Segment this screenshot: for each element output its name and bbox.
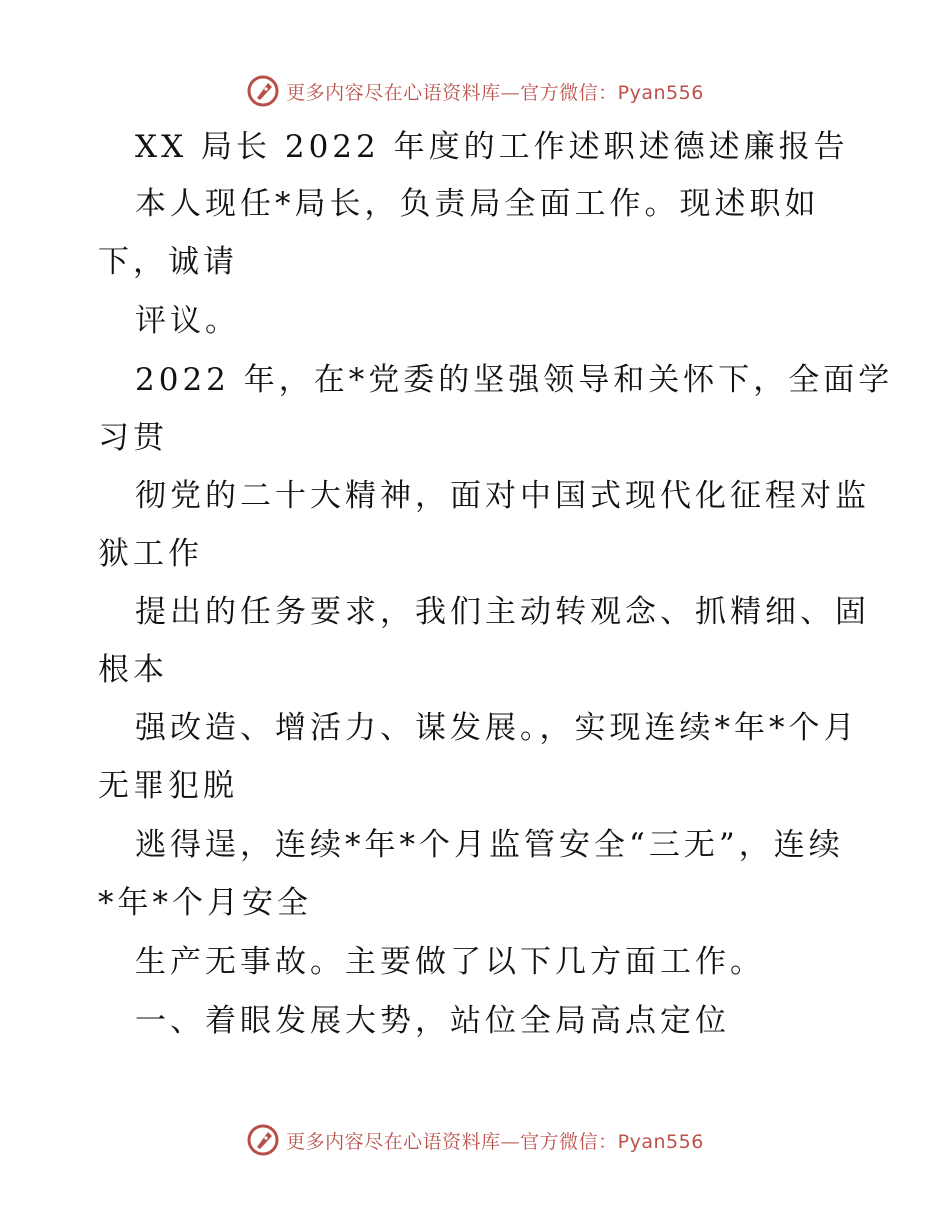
watermark-wechat-text: 官方微信：Pyan556 (520, 81, 704, 104)
section-heading: 一、着眼发展大势，站位全局高点定位 (135, 1003, 730, 1039)
watermark-separator: — (500, 1130, 521, 1153)
paragraph-line: 习贯 (98, 420, 168, 456)
paragraph-line: 无罪犯脱 (98, 768, 238, 804)
paragraph-line: 2022 年，在*党委的坚强领导和关怀下，全面学 (135, 362, 894, 398)
paragraph-line: 提出的任务要求，我们主动转观念、抓精细、固 (135, 594, 870, 630)
paragraph-line: 狱工作 (98, 536, 203, 572)
paragraph-line: 评议。 (135, 303, 240, 339)
pen-nib-logo-icon (246, 74, 280, 108)
paragraph-line: 下，诚请 (98, 244, 238, 280)
paragraph-line: 根本 (98, 652, 168, 688)
watermark-site-text: 更多内容尽在心语资料库 (286, 81, 501, 104)
document-title: XX 局长 2022 年度的工作述职述德述廉报告 (135, 129, 849, 165)
header-watermark (0, 71, 950, 111)
paragraph-line: 本人现任*局长，负责局全面工作。现述职如 (135, 186, 820, 222)
watermark-wechat-text: 官方微信：Pyan556 (520, 1130, 704, 1153)
pen-nib-logo-icon (246, 1123, 280, 1157)
paragraph-line: 逃得逞，连续*年*个月监管安全“三无”，连续 (135, 827, 844, 863)
watermark-text (286, 78, 704, 105)
watermark-text (286, 1127, 704, 1154)
paragraph-line: 彻党的二十大精神，面对中国式现代化征程对监 (135, 478, 870, 514)
paragraph-line: 生产无事故。主要做了以下几方面工作。 (135, 944, 765, 980)
paragraph-line: *年*个月安全 (98, 885, 312, 921)
footer-watermark (0, 1120, 950, 1160)
paragraph-line: 强改造、增活力、谋发展。，实现连续*年*个月 (135, 710, 859, 746)
watermark-separator: — (500, 81, 521, 104)
watermark-site-text: 更多内容尽在心语资料库 (286, 1130, 501, 1153)
